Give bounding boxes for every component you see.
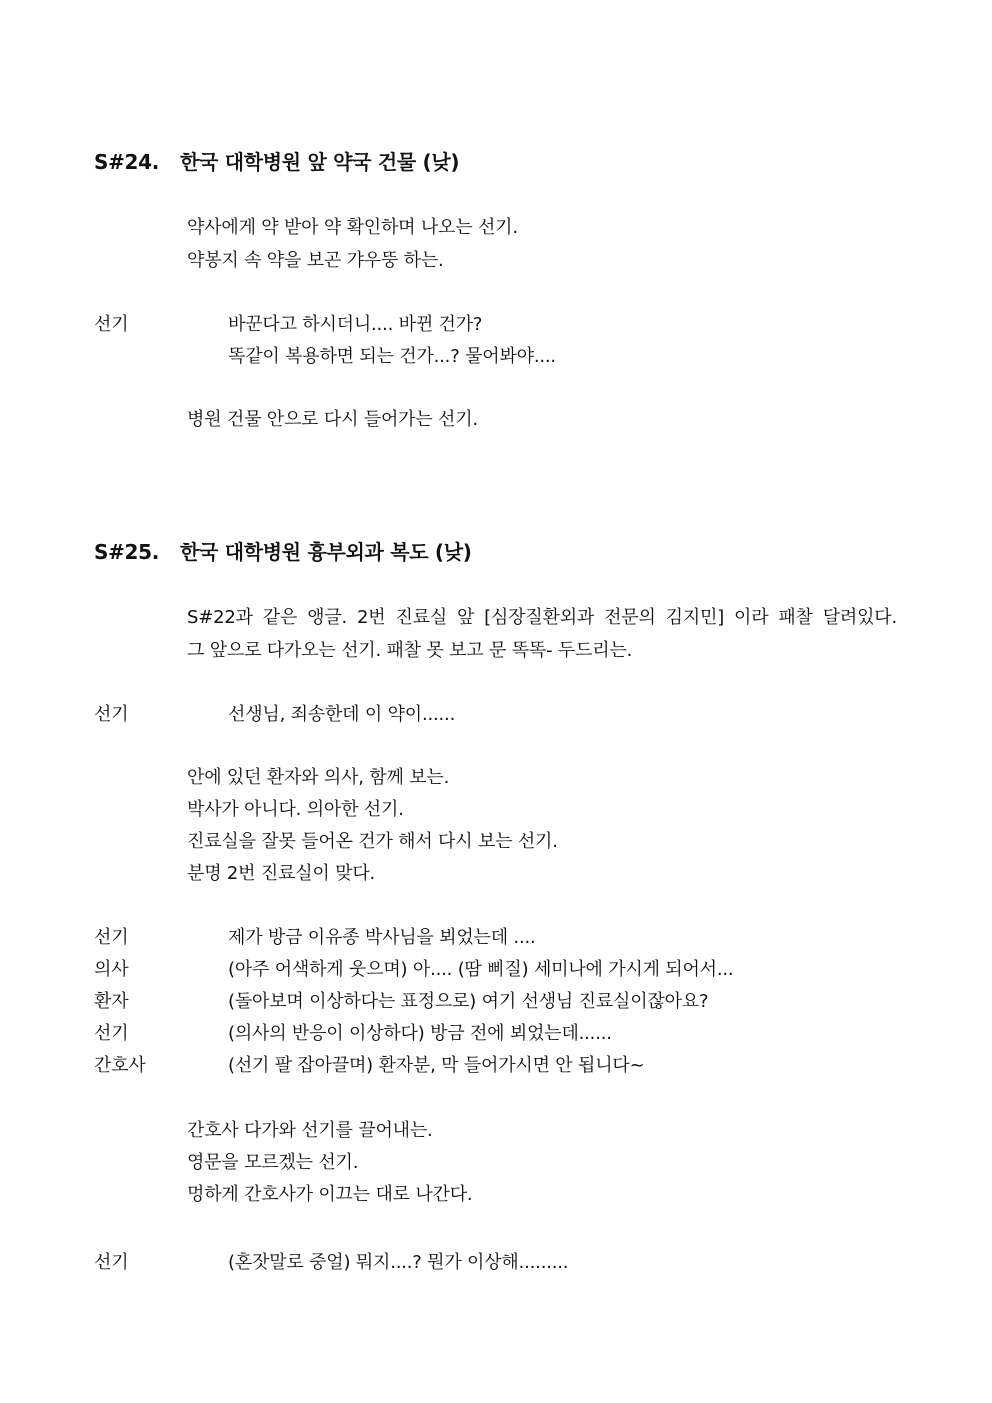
dialogue-line: (아주 어색하게 웃으며) 아.... (땀 삐질) 세미나에 가시게 되어서...	[228, 959, 734, 980]
action-line: 약사에게 약 받아 약 확인하며 나오는 선기.	[187, 217, 518, 238]
scene-number: S#25.	[94, 540, 160, 564]
scene-title: 한국 대학병원 흉부외과 복도 (낮)	[180, 540, 472, 564]
dialogue-line: (혼잣말로 중얼) 뭐지....? 뭔가 이상해.........	[228, 1252, 569, 1273]
speaker-name: 선기	[94, 314, 129, 335]
action-line: 진료실을 잘못 들어온 건가 해서 다시 보는 선기.	[187, 831, 558, 852]
action-line: 박사가 아니다. 의아한 선기.	[187, 799, 404, 820]
action-line: 멍하게 간호사가 이끄는 대로 나간다.	[187, 1184, 473, 1205]
action-line: 간호사 다가와 선기를 끌어내는.	[187, 1120, 433, 1141]
action-line: 병원 건물 안으로 다시 들어가는 선기.	[187, 409, 478, 430]
dialogue-line: 제가 방금 이유종 박사님을 뵈었는데 ....	[228, 927, 536, 948]
action-line: 약봉지 속 약을 보곤 갸우뚱 하는.	[187, 250, 444, 271]
dialogue-line: 바꾼다고 하시더니.... 바뀐 건가?	[228, 314, 483, 335]
action-line: 안에 있던 환자와 의사, 함께 보는.	[187, 767, 450, 788]
action-line: 분명 2번 진료실이 맞다.	[187, 863, 376, 884]
action-line: 영문을 모르겠는 선기.	[187, 1152, 359, 1173]
scene-number: S#24.	[94, 150, 160, 174]
speaker-name: 간호사	[94, 1055, 146, 1076]
speaker-name: 선기	[94, 1023, 129, 1044]
action-line: 그 앞으로 다가오는 선기. 패찰 못 보고 문 똑똑- 두드리는.	[187, 640, 633, 661]
dialogue-line: (돌아보며 이상하다는 표정으로) 여기 선생님 진료실이잖아요?	[228, 991, 709, 1012]
scene-title: 한국 대학병원 앞 약국 건물 (낮)	[180, 150, 460, 174]
dialogue-line: 선생님, 죄송한데 이 약이......	[228, 704, 456, 725]
dialogue-line: (의사의 반응이 이상하다) 방금 전에 뵈었는데......	[228, 1023, 612, 1044]
speaker-name: 선기	[94, 704, 129, 725]
dialogue-line: (선기 팔 잡아끌며) 환자분, 막 들어가시면 안 됩니다~	[228, 1055, 645, 1076]
action-line: S#22과 같은 앵글. 2번 진료실 앞 [심장질환외과 전문의 김지민] 이라 패찰 달려있다.	[187, 607, 897, 628]
speaker-name: 선기	[94, 1252, 129, 1273]
speaker-name: 선기	[94, 927, 129, 948]
speaker-name: 의사	[94, 959, 129, 980]
dialogue-line: 똑같이 복용하면 되는 건가...? 물어봐야....	[228, 346, 556, 367]
speaker-name: 환자	[94, 991, 129, 1012]
